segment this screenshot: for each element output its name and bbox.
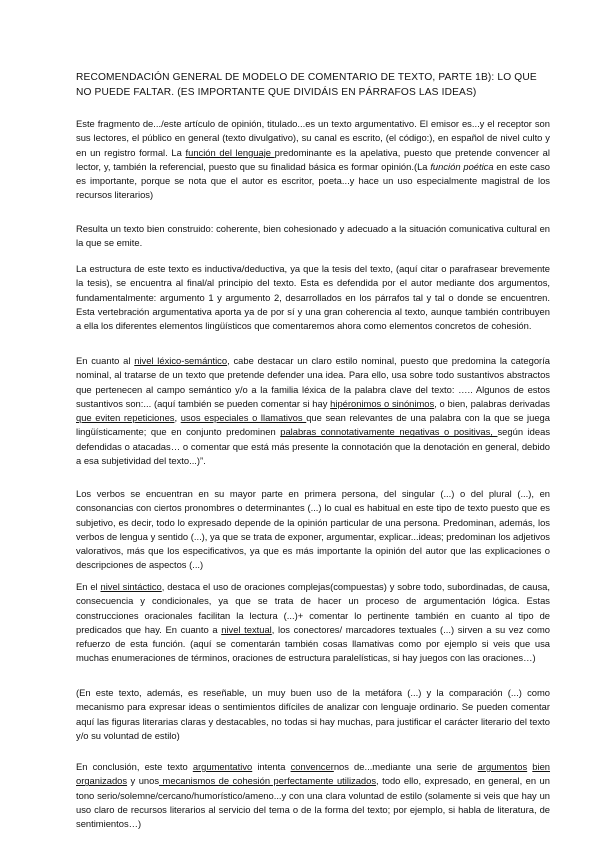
paragraph-intro-text-c: en este caso es importante, porque se nota que el autor es escritor, poeta...y hace un uso especialmente magistral de los recursos literarios) (76, 160, 550, 201)
paragraph-intro-text-a: Este fragmento de.../este artículo de opinión, titulado...es un texto argumentativo. El emisor es...y el receptor son sus lectores, el público en general (texto divulgativo), su canal es escrito, (el código:), en español de nivel culto y en un registro formal. La (76, 118, 550, 158)
italic-term: función poética (430, 160, 494, 172)
paragraph-lexical-text-e: que sean relevantes de una palabra con la que se juega lingüísticamente; que en conjunto predominen (76, 412, 550, 438)
paragraph-lexical-text-a: En cuanto al (76, 355, 135, 366)
paragraph-lexical-text-c: , o bien, palabras derivadas (434, 397, 550, 409)
underlined-term: convencer (290, 761, 334, 772)
paragraph-syntax-text-a: En el (76, 581, 101, 592)
underlined-term: argumentativo (192, 761, 253, 772)
paragraph-conclusion-text-b: intenta (252, 761, 291, 772)
paragraph-verbs: Los verbos se encuentran en su mayor parte en primera persona, del singular (...) o del plural (...), en consonancias con ciertos pronombres o determinantes (...) lo cual es habitual en este tipo de texto puesto que es subjetivo, es decir, todo lo expresado depende de la opinión particular de una persona. Predominan, además, los verbos de lengua y sentido (...), ya que se trata de exponer, argumentar, explicar...ideas; predominan los adjetivos valorativos, más que los especificativos, ya que es más importante la opinión del autor que las explicaciones o descripciones de aspectos (...) (76, 488, 550, 571)
paragraph-conclusion-text-c: nos de...mediante una serie de (333, 761, 478, 772)
paragraph-structure: La estructura de este texto es inductiva/deductiva, ya que la tesis del texto, (aquí citar o parafrasear brevemente la tesis), se encuentra al final/al principio del texto. Esta es defendida por el autor mediante dos argumentos, fundamentalmente: argumento 1 y argumento 2, desarrollados en los párrafos tal y tal o donde se encuentren. Esta vertebración argumentativa aporta ya de por sí y una gran coherencia al texto, aunque también contribuyen a ella los diferentes elementos lingüísticos que comentaremos ahora como elementos concretos de cohesión. (76, 263, 550, 332)
underlined-term: usos especiales o llamativos (180, 412, 307, 424)
paragraph-lexical-text-f: según ideas defendidas o atacadas… o comentar que está más presente la connotación que la denotación en general, debido a esa subjetividad del texto...)”. (76, 426, 551, 467)
paragraph-conclusion-text-a: En conclusión, este texto (76, 761, 193, 772)
underlined-term: función del lenguaje (185, 146, 275, 158)
underlined-term: nivel textual (221, 623, 272, 635)
underlined-term: que eviten repeticiones (76, 412, 175, 424)
paragraph-conclusion-text-f: , todo ello, expresado, en general, en un tono serio/solemne/cercano/humorístico/ameno...y con una clara voluntad de estilo (solamente si veis que hay un uso claro de recursos literarios al servicio del tema o de la forma del texto; por ejemplo, si habla de literatura, de sentimientos…) (76, 775, 550, 830)
paragraph-conclusion (76, 760, 550, 831)
paragraph-lexical-text-b: , cabe destacar un claro estilo nominal, puesto que predomina la categoría nominal, al tratarse de un texto que pretende defender una idea. Para ello, usa sobre todo sustantivos abstractos que pertenecen al campo semántico y/o a la familia léxica de la palabra clave del texto: ….. Algunos de estos sustantivos son:... (aquí también se pueden comentar si hay (76, 355, 550, 409)
underlined-term: hipéronimos o sinónimos (330, 397, 435, 409)
paragraph-figures: (En este texto, además, es reseñable, un muy buen uso de la metáfora (...) y la comparación (...) como mecanismo para expresar ideas o sentimientos difíciles de analizar con lenguaje ordinario. Se pueden comentar aquí las figuras literarias claras y destacables, no todas si hay muchas, para justificar el carácter literario del texto y/o su voluntad de estilo) (76, 687, 550, 741)
underlined-term: mecanismos de cohesión perfectamente utilizados (159, 775, 377, 787)
paragraph-coherence: Resulta un texto bien construido: coherente, bien cohesionado y adecuado a la situación comunicativa cultural en la que se emite. (76, 223, 550, 249)
paragraph-lexical-text-d: , (174, 412, 181, 424)
paragraph-syntax-text-c: , los conectores/ marcadores textuales (...) sirven a su vez como refuerzo de esta función. (aquí se comentarán también cosas llamativas como por ejemplo si veis que usa muchas enumeraciones de términos, oraciones de estructura paralelísticas, si hay juegos con las oraciones…) (76, 623, 550, 664)
paragraph-syntax (76, 580, 550, 666)
underlined-term: argumentos (477, 761, 528, 772)
paragraph-conclusion-text-e: y unos (127, 775, 160, 787)
underlined-term: palabras connotativamente negativas o positivas, (280, 426, 498, 438)
paragraph-lexical (76, 354, 550, 468)
paragraph-intro (76, 117, 550, 203)
underlined-term: nivel sintáctico (100, 581, 162, 592)
paragraph-syntax-text-b: , destaca el uso de oraciones complejas(compuestas) y sobre todo, subordinadas, de causa, consecuencia y condicionales, ya que se trata de hacer un proceso de argumentación lógica. Estas construcciones oracionales facilitan la lectura (...)+ comentar lo pertinente también en cuanto al tipo de predicados que hay. En cuanto a (76, 581, 550, 635)
document-title: RECOMENDACIÓN GENERAL DE MODELO DE COMENTARIO DE TEXTO, PARTE 1B): LO QUE NO PUEDE FALTAR. (ES IMPORTANTE QUE DIVIDÁIS EN PÁRRAFOS LAS IDEAS) (76, 72, 537, 98)
paragraph-intro-text-b: predominante es la apelativa, puesto que pretende convencer al lector, y, también la referencial, puesto que su finalidad básica es formar opinión.(La (76, 146, 550, 172)
underlined-term: nivel léxico-semántico (134, 355, 228, 366)
underlined-term: bien organizados (76, 761, 551, 787)
